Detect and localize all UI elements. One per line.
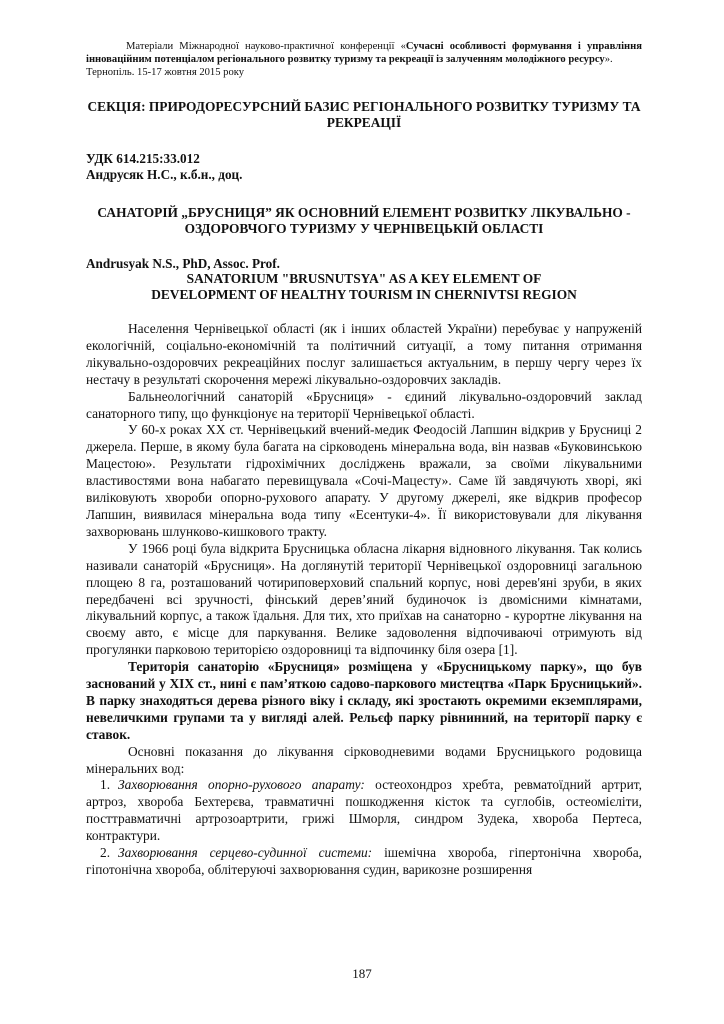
list-text: ішемічна хвороба, гіпертонічна хвороба, гіпотонічна хвороба, облітеруючі захворювання судин, варикозне розширення	[86, 845, 642, 877]
list-text: остеохондроз хребта, ревматоїдний артрит, артроз, хвороба Бехтерєва, травматичні пошкодження кісток та суглобів, остеомієліти, посттравматичні артрозоартрити, грижі Шморля, синдром Зудека, хвороба Пертеса, контрактури.	[86, 777, 642, 844]
conference-place-date: Тернопіль. 15-17 жовтня 2015 року	[86, 67, 245, 78]
author-en: Andrusyak N.S., PhD, Assoc. Prof.	[86, 256, 280, 271]
paragraph-2: Бальнеологічний санаторій «Брусниця» - єдиний лікувально-оздоровчий заклад санаторного типу, що функціонує на території Чернівецької області.	[86, 388, 642, 421]
conference-reference	[86, 40, 642, 66]
article-title-ua: САНАТОРІЙ „БРУСНИЦЯ” ЯК ОСНОВНИЙ ЕЛЕМЕНТ РОЗВИТКУ ЛІКУВАЛЬНО - ОЗДОРОВЧОГО ТУРИЗМУ У ЧЕРНІВЕЦЬКІЙ ОБЛАСТІ	[97, 205, 631, 236]
title-en-line-1: SANATORIUM "BRUSNUTSYA" AS A KEY ELEMENT OF	[186, 271, 542, 286]
paragraph-6: Основні показання до лікування сірководневими водами Брусницького родовища мінеральних вод:	[86, 743, 642, 776]
paragraph-5: Територія санаторію «Брусниця» розміщена у «Брусницькому парку», що був заснований у XIX ст., нині є пам’яткою садово-паркового мистецтва «Парк Брусницький». В парку знаходяться дерева різного віку і складу, які зростають окремими екземплярами, невеличкими групами та у вигляді алей. Рельєф парку рівнинний, на території парку є ставок.	[86, 659, 642, 742]
list-item	[86, 777, 642, 845]
list-label: Захворювання серцево-судинної системи:	[118, 845, 373, 861]
article-title-en	[86, 271, 642, 303]
paragraph-1: Населення Чернівецької області (як і інших областей України) перебуває у напруженій екологічній, соціально-економічній та політичний ситуації, а тому питання отримання лікувально-оздоровчих рекреаційних послуг залишається актуальним, в першу чергу через їх нестачу в результаті скорочення мережі лікувально-оздоровчих закладів.	[86, 321, 642, 387]
article-body	[86, 321, 642, 879]
author-ua: Андрусяк Н.С., к.б.н., доц.	[86, 167, 243, 182]
list-number: 1.	[100, 777, 111, 793]
header-prefix: Матеріали Міжнародної науково-практичної конференції «	[126, 41, 406, 52]
list-label: Захворювання опорно-рухового апарату:	[118, 777, 365, 793]
list-item	[86, 845, 642, 879]
paragraph-3: У 60-х роках XX ст. Чернівецький вчений-медик Феодосій Лапшин відкрив у Брусниці 2 джерела. Перше, в якому була багата на сірководень мінеральна вода, він назвав «Буковинською Мацестою». Результати гідрохімічних досліджень вражали, за своїми лікувальними властивостями вона набагато перевищувала «Сочі-Мацесту». Саме їй завдячують хворі, які виліковують хвороби опорно-рухового апарату. У другому джерелі, яке відкрив професор Лапшин, виявилася мінеральна вода типу «Есентуки-4». Її використовували для лікування захворювань шлунково-кишкового тракту.	[86, 422, 642, 539]
conference-title: Сучасні особливості формування і управління інноваційним потенціалом регіонального розвитку туризму та рекреації із залученням молодіжного ресурсу	[86, 41, 642, 65]
title-en-line-2: DEVELOPMENT OF HEALTHY TOURISM IN CHERNIVTSI REGION	[151, 287, 577, 302]
header-suffix: ».	[604, 54, 613, 65]
list-number: 2.	[100, 845, 111, 861]
conference-header	[86, 40, 642, 79]
page-number: 187	[352, 966, 372, 981]
paragraph-4: У 1966 році була відкрита Брусницька обласна лікарня відновного лікування. Так колись називали санаторій «Брусниця». На доглянутій території Чернівецької оздоровниці загальною площею 8 га, розташований чотириповерховий спальний корпус, нові дерев'яні зруби, в яких передбачені всі зручності, фінський дерев’яний будиночок із двомісними кімнатами, лікувальний корпус, а також їдальня. Для тих, хто приїхав на санаторно - курортне лікування на своєму авто, є місце для паркування. Велике задоволення відпочиваючі отримують від прогулянки парковою територією оздоровниці та відпочинку біля озера [1].	[86, 540, 642, 658]
section-title: СЕКЦІЯ: ПРИРОДОРЕСУРСНИЙ БАЗИС РЕГІОНАЛЬНОГО РОЗВИТКУ ТУРИЗМУ ТА РЕКРЕАЦІЇ	[87, 99, 641, 130]
udk-code: УДК 614.215:33.012	[86, 151, 200, 166]
